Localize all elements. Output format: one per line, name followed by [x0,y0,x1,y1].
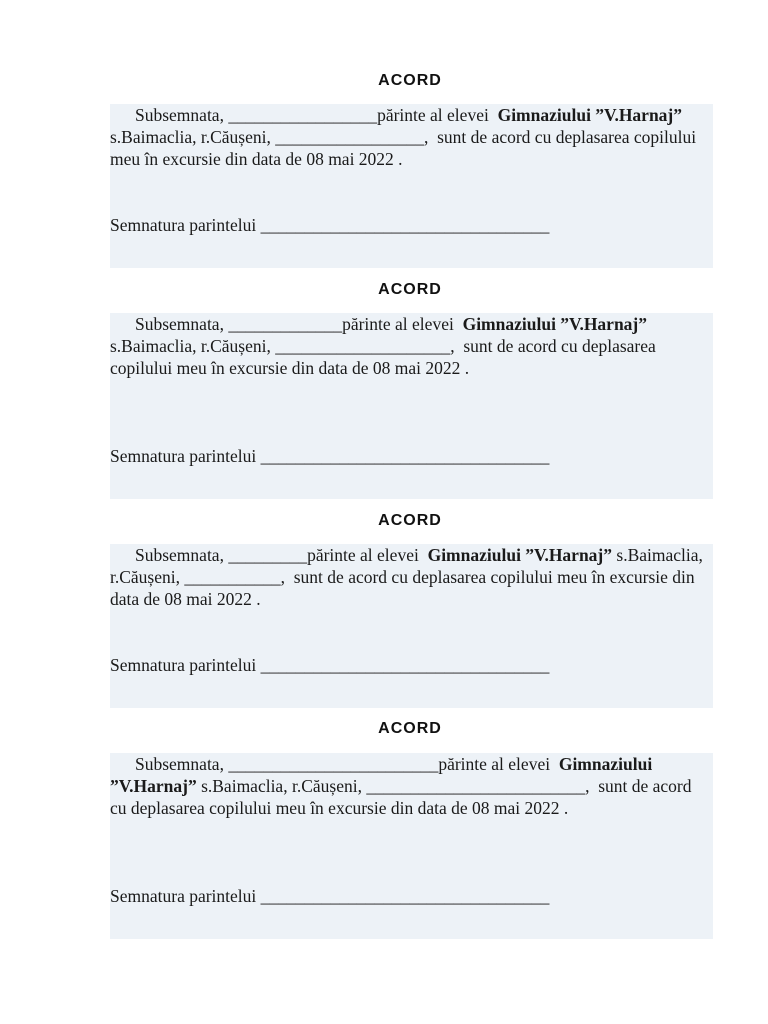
form-paragraph [110,753,709,819]
form-paragraph [110,104,709,170]
student-name-blank[interactable]: _________________, [275,127,429,147]
parent-name-blank[interactable]: _____________ [228,314,343,334]
signature-row [110,214,549,236]
location-text: s.Baimaclia, r.Căușeni, [201,776,362,796]
student-name-blank[interactable]: _________________________, [366,776,590,796]
signature-label: Semnatura parintelui [110,886,257,906]
student-name-blank[interactable]: ____________________, [275,336,455,356]
agreement-text: sunt de acord cu deplasarea copilului meu în excursie din data de 08 mai 2022 . [110,336,656,378]
school-name: Gimnaziului ”V.Harnaj” [462,314,648,334]
subsemnata-label: Subsemnata, [135,105,224,125]
signature-row [110,445,549,467]
signature-line[interactable]: _________________________________ [260,215,550,235]
parent-name-blank[interactable]: _________ [228,545,308,565]
consent-form [110,313,713,499]
location-text: s.Baimaclia, r.Căușeni, [110,545,703,587]
consent-form [110,544,713,708]
parinte-label: părinte al elevei [438,754,551,774]
signature-row [110,654,549,676]
consent-form [110,104,713,268]
subsemnata-label: Subsemnata, [135,314,224,334]
subsemnata-label: Subsemnata, [135,545,224,565]
consent-form [110,753,713,939]
location-text: s.Baimaclia, r.Căușeni, [110,336,271,356]
form-paragraph [110,544,709,610]
parinte-label: părinte al elevei [377,105,489,125]
school-name: Gimnaziului ”V.Harnaj” [110,754,653,796]
form-paragraph [110,313,709,379]
signature-label: Semnatura parintelui [110,655,257,675]
parinte-label: părinte al elevei [342,314,454,334]
signature-row [110,885,549,907]
school-name: Gimnaziului ”V.Harnaj” [497,105,683,125]
signature-line[interactable]: _________________________________ [260,655,550,675]
form-heading: ACORD [378,512,442,529]
form-heading: ACORD [378,281,442,298]
signature-line[interactable]: _________________________________ [260,446,550,466]
signature-line[interactable]: _________________________________ [260,886,550,906]
school-name: Gimnaziului ”V.Harnaj” [427,545,613,565]
parent-name-blank[interactable]: ________________________ [228,754,439,774]
subsemnata-label: Subsemnata, [135,754,224,774]
agreement-text: sunt de acord cu deplasarea copilului meu în excursie din data de 08 mai 2022 . [110,776,692,818]
agreement-text: sunt de acord cu deplasarea copilului meu în excursie din data de 08 mai 2022 . [110,567,695,609]
form-heading: ACORD [378,720,442,737]
signature-label: Semnatura parintelui [110,215,257,235]
agreement-text: sunt de acord cu deplasarea copilului meu în excursie din data de 08 mai 2022 . [110,127,697,169]
signature-label: Semnatura parintelui [110,446,257,466]
parinte-label: părinte al elevei [307,545,419,565]
student-name-blank[interactable]: ___________, [184,567,285,587]
location-text: s.Baimaclia, r.Căușeni, [110,127,271,147]
parent-name-blank[interactable]: _________________ [228,105,378,125]
form-heading: ACORD [378,72,442,89]
